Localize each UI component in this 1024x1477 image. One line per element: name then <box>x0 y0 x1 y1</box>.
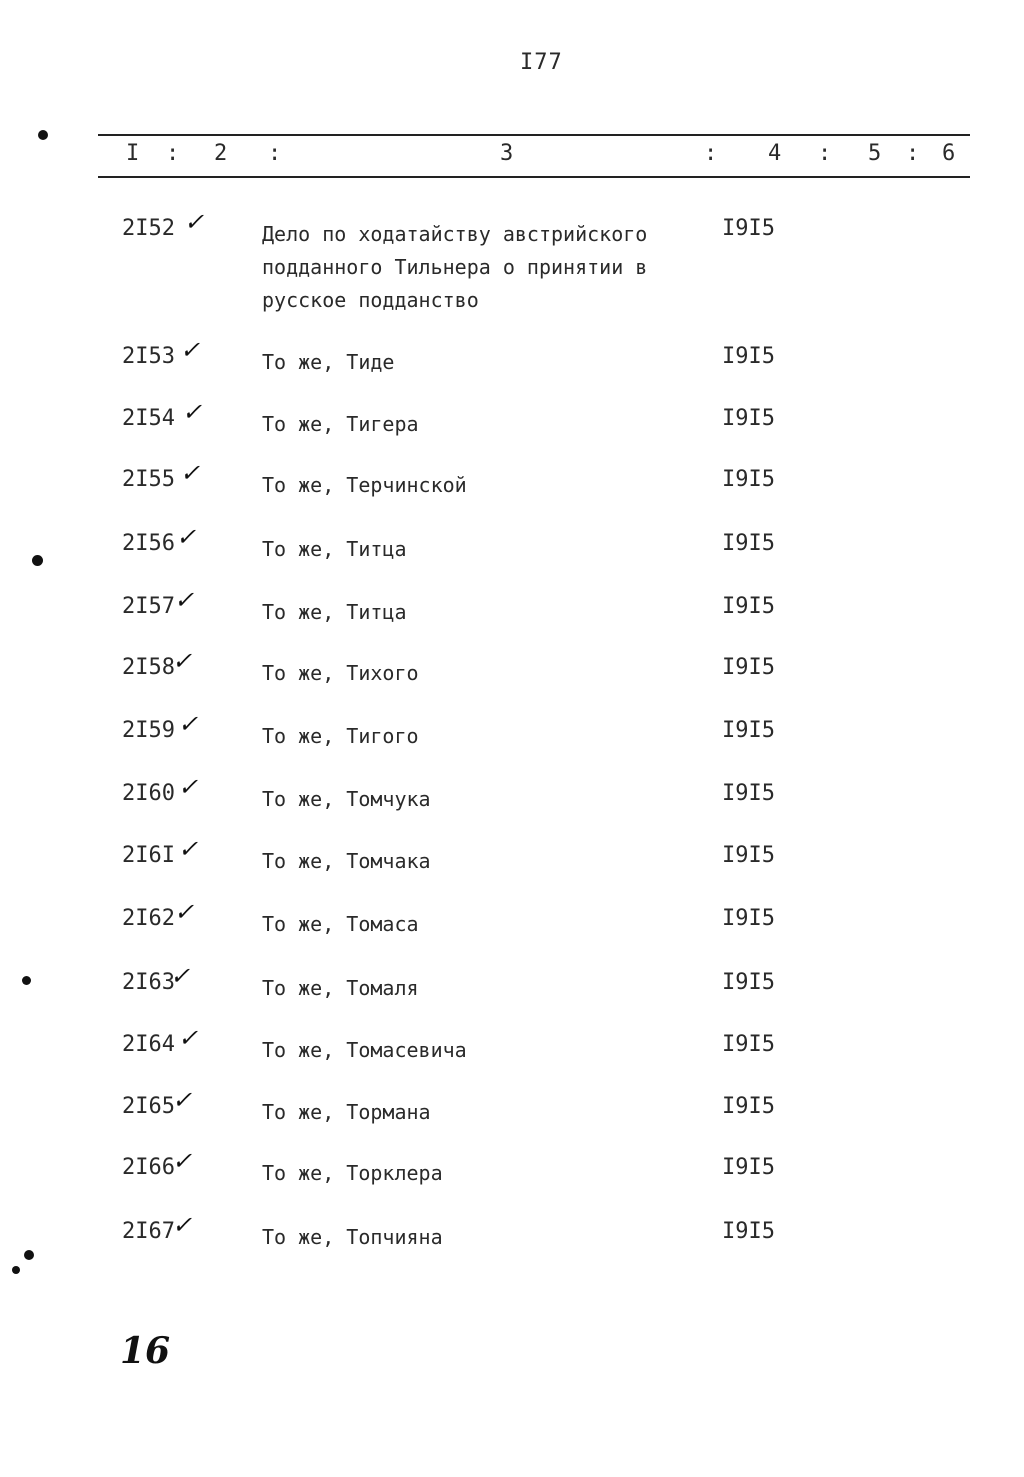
record-number: 2I53 <box>122 344 175 369</box>
check-mark-icon: ✓ <box>170 962 191 990</box>
header-col1: I <box>126 141 140 166</box>
check-mark-icon: ✓ <box>176 523 197 551</box>
record-description: То же, Тигера <box>262 412 419 436</box>
record-description: То же, Томаса <box>262 912 419 936</box>
record-number: 2I63 <box>122 970 175 995</box>
check-mark-icon: ✓ <box>184 208 205 236</box>
handwritten-note: 16 <box>120 1330 171 1372</box>
record-year: I9I5 <box>722 1094 775 1119</box>
scan-speck <box>12 1266 20 1274</box>
check-mark-icon: ✓ <box>178 710 199 738</box>
page-number: I77 <box>520 50 563 75</box>
header-bottom-rule <box>98 176 970 178</box>
record-number: 2I64 <box>122 1032 175 1057</box>
record-description: То же, Терчинской <box>262 473 467 497</box>
record-number: 2I67 <box>122 1219 175 1244</box>
record-year: I9I5 <box>722 718 775 743</box>
record-description: То же, Титца <box>262 600 407 624</box>
record-description: То же, Торклера <box>262 1161 443 1185</box>
check-mark-icon: ✓ <box>172 1211 193 1239</box>
check-mark-icon: ✓ <box>178 1024 199 1052</box>
record-description: То же, Тормана <box>262 1100 431 1124</box>
record-year: I9I5 <box>722 655 775 680</box>
record-year: I9I5 <box>722 970 775 995</box>
record-description: То же, Тиде <box>262 350 395 374</box>
record-year: I9I5 <box>722 216 775 241</box>
record-number: 2I60 <box>122 781 175 806</box>
record-description: То же, Топчияна <box>262 1225 443 1249</box>
record-year: I9I5 <box>722 594 775 619</box>
header-sep: : <box>268 141 282 166</box>
record-number: 2I57 <box>122 594 175 619</box>
check-mark-icon: ✓ <box>174 898 195 926</box>
record-number: 2I66 <box>122 1155 175 1180</box>
record-description: То же, Томаля <box>262 976 419 1000</box>
check-mark-icon: ✓ <box>182 398 203 426</box>
scan-speck <box>38 130 48 140</box>
header-sep: : <box>818 141 832 166</box>
record-year: I9I5 <box>722 906 775 931</box>
record-year: I9I5 <box>722 1219 775 1244</box>
record-number: 2I62 <box>122 906 175 931</box>
header-sep: : <box>704 141 718 166</box>
record-year: I9I5 <box>722 531 775 556</box>
record-description: То же, Тигого <box>262 724 419 748</box>
check-mark-icon: ✓ <box>180 459 201 487</box>
header-col4: 4 <box>768 141 782 166</box>
header-sep: : <box>166 141 180 166</box>
record-description: То же, Томчука <box>262 787 431 811</box>
check-mark-icon: ✓ <box>180 336 201 364</box>
header-col2: 2 <box>214 141 228 166</box>
check-mark-icon: ✓ <box>172 1147 193 1175</box>
record-year: I9I5 <box>722 1032 775 1057</box>
record-description: То же, Титца <box>262 537 407 561</box>
record-number: 2I54 <box>122 406 175 431</box>
scan-speck <box>32 555 43 566</box>
scan-speck <box>22 976 31 985</box>
record-year: I9I5 <box>722 1155 775 1180</box>
record-year: I9I5 <box>722 843 775 868</box>
check-mark-icon: ✓ <box>178 773 199 801</box>
record-description: То же, Томасевича <box>262 1038 467 1062</box>
header-col3: 3 <box>500 141 514 166</box>
header-col6: 6 <box>942 141 956 166</box>
record-year: I9I5 <box>722 781 775 806</box>
record-year: I9I5 <box>722 467 775 492</box>
header-col5: 5 <box>868 141 882 166</box>
header-sep: : <box>906 141 920 166</box>
check-mark-icon: ✓ <box>172 647 193 675</box>
scan-speck <box>24 1250 34 1260</box>
record-year: I9I5 <box>722 406 775 431</box>
check-mark-icon: ✓ <box>174 586 195 614</box>
record-description: То же, Томчака <box>262 849 431 873</box>
record-number: 2I6I <box>122 843 175 868</box>
record-description: русское подданство <box>262 288 479 312</box>
record-description: подданного Тильнера о принятии в <box>262 255 648 279</box>
record-description: То же, Тихого <box>262 661 419 685</box>
record-number: 2I52 <box>122 216 175 241</box>
check-mark-icon: ✓ <box>178 835 199 863</box>
record-description: Дело по ходатайству австрийского <box>262 222 648 246</box>
header-top-rule <box>98 134 970 136</box>
check-mark-icon: ✓ <box>172 1086 193 1114</box>
record-number: 2I56 <box>122 531 175 556</box>
record-number: 2I55 <box>122 467 175 492</box>
record-number: 2I59 <box>122 718 175 743</box>
record-number: 2I58 <box>122 655 175 680</box>
record-year: I9I5 <box>722 344 775 369</box>
record-number: 2I65 <box>122 1094 175 1119</box>
